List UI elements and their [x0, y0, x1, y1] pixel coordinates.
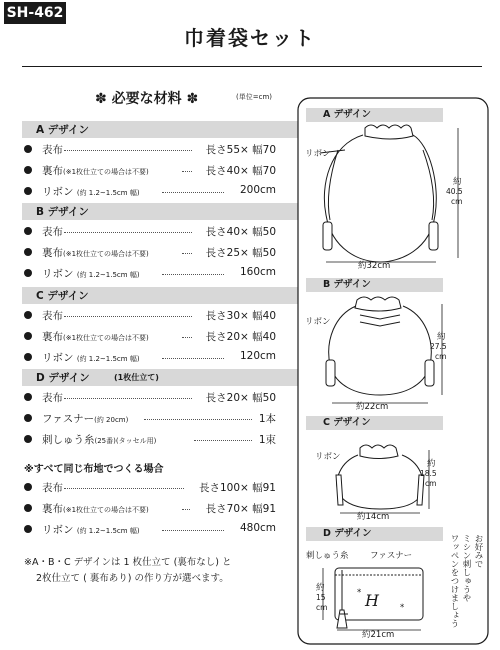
material-name: 裏布(※1枚仕立ての場合は不要)	[42, 165, 149, 177]
title-divider	[22, 66, 482, 67]
leader-dots	[64, 232, 192, 233]
material-row	[24, 390, 276, 405]
leader-dots	[64, 150, 192, 151]
ribbon-label: リボン	[305, 317, 331, 327]
section-c-label: C デザイン	[36, 290, 89, 302]
leader-dots	[162, 274, 224, 275]
bag-b-drawing	[326, 297, 434, 395]
bullet-icon	[24, 393, 32, 401]
material-name: 表布	[42, 310, 63, 322]
material-value: 480cm	[239, 522, 276, 534]
leader-dots	[182, 253, 192, 254]
material-value: 長さ20× 幅50	[205, 392, 276, 404]
leader-dots	[64, 488, 184, 489]
material-row	[24, 266, 276, 281]
material-name: リボン (約 1.2~1.5cm 幅)	[42, 524, 140, 536]
bullet-icon	[24, 145, 32, 153]
product-code: SH-462	[4, 2, 66, 24]
material-name: 刺しゅう糸(25番)(タッセル用)	[42, 434, 157, 446]
zipper-label: ファスナー	[370, 551, 413, 561]
bullet-icon	[24, 414, 32, 422]
bullet-icon	[24, 187, 32, 195]
star-mark: *	[357, 588, 362, 598]
material-name: ファスナー(約 20cm)	[42, 413, 129, 425]
bullet-icon	[24, 353, 32, 361]
material-row	[24, 432, 276, 447]
material-name: 裏布(※1枚仕立ての場合は不要)	[42, 503, 149, 515]
design-a-label: A デザイン	[323, 109, 371, 120]
thread-label: 刺しゅう糸	[306, 551, 349, 561]
leader-dots	[162, 530, 224, 531]
dim-text: 約22cm	[356, 402, 389, 412]
material-value: 長さ40× 幅70	[205, 165, 276, 177]
material-name: 裏布(※1枚仕立ての場合は不要)	[42, 247, 149, 259]
section-d-label: D デザイン	[36, 372, 90, 384]
leader-dots	[182, 337, 192, 338]
pouch-d-drawing	[335, 568, 423, 628]
dim-text: cm	[451, 197, 463, 206]
unit-note: (単位=cm)	[236, 93, 272, 101]
same-fabric-heading: ※すべて同じ布地でつくる場合	[24, 464, 164, 475]
material-row	[24, 329, 276, 344]
material-name: 表布	[42, 392, 63, 404]
section-d-header	[22, 369, 298, 386]
material-note: (※1枚仕立ての場合は不要)	[63, 506, 149, 514]
section-b-header	[22, 203, 298, 220]
leader-dots	[64, 398, 192, 399]
material-value: 長さ30× 幅40	[205, 310, 276, 322]
design-b-label: B デザイン	[323, 279, 371, 290]
material-note: (※1枚仕立ての場合は不要)	[63, 334, 149, 342]
material-note: (※1枚仕立ての場合は不要)	[63, 168, 149, 176]
star-mark: *	[400, 603, 405, 613]
bullet-icon	[24, 227, 32, 235]
material-value: 200cm	[239, 184, 276, 196]
material-value: 長さ40× 幅50	[205, 226, 276, 238]
bullet-icon	[24, 525, 32, 533]
section-b-label: B デザイン	[36, 206, 89, 218]
material-row	[24, 163, 276, 178]
material-value: 160cm	[239, 266, 276, 278]
material-value: 長さ55× 幅70	[205, 144, 276, 156]
ribbon-label: リボン	[315, 452, 341, 462]
material-row	[24, 501, 276, 516]
page-title: 巾着袋セット	[184, 26, 316, 50]
dim-text: 約	[437, 332, 446, 342]
material-note: (約 1.2~1.5cm 幅)	[76, 355, 140, 363]
material-row	[24, 142, 276, 157]
section-d-note: (1枚仕立て)	[114, 373, 159, 382]
dim-text: 40.5	[446, 187, 463, 196]
side-note-line: お好みで	[473, 534, 483, 568]
bullet-icon	[24, 504, 32, 512]
material-name: 表布	[42, 482, 63, 494]
design-d-label: D デザイン	[323, 528, 372, 539]
ribbon-label: リボン	[305, 149, 331, 159]
material-value: 120cm	[239, 350, 276, 362]
bullet-icon	[24, 483, 32, 491]
material-value: 長さ25× 幅50	[205, 247, 276, 259]
material-value: 1束	[258, 434, 276, 446]
material-note: (約 1.2~1.5cm 幅)	[76, 189, 140, 197]
leader-dots	[194, 440, 252, 441]
side-note-line: ミシン刺しゅうや	[461, 534, 471, 602]
material-note: (※1枚仕立ての場合は不要)	[63, 250, 149, 258]
design-illustrations	[296, 96, 496, 646]
bullet-icon	[24, 269, 32, 277]
leader-dots	[182, 171, 192, 172]
dim-text: 約	[316, 583, 325, 593]
footnote	[24, 555, 284, 587]
material-value: 1本	[258, 413, 276, 425]
dim-text: cm	[316, 603, 328, 612]
bullet-icon	[24, 435, 32, 443]
embroidered-initial: H	[365, 591, 379, 610]
material-row	[24, 308, 276, 323]
material-name: 裏布(※1枚仕立ての場合は不要)	[42, 331, 149, 343]
footnote-line: 2枚仕立て ( 裏布あり) の作り方が選べます。	[36, 573, 229, 584]
section-a-label: A デザイン	[36, 124, 90, 136]
dim-text: cm	[435, 352, 447, 361]
material-note: (約 1.2~1.5cm 幅)	[76, 271, 140, 279]
material-name: 表布	[42, 226, 63, 238]
material-row	[24, 480, 276, 495]
bullet-icon	[24, 332, 32, 340]
leader-dots	[182, 509, 190, 510]
material-row	[24, 522, 276, 537]
dim-text: 約	[453, 177, 462, 187]
side-note-line: ワッペンをつけましょう	[449, 534, 459, 628]
bag-c-drawing	[336, 445, 424, 509]
material-name: 表布	[42, 144, 63, 156]
dim-text: 18.5	[420, 469, 437, 478]
material-value: 長さ20× 幅40	[205, 331, 276, 343]
leader-dots	[162, 358, 224, 359]
bullet-icon	[24, 311, 32, 319]
bullet-icon	[24, 166, 32, 174]
material-note: (約 1.2~1.5cm 幅)	[76, 527, 140, 535]
material-name: リボン (約 1.2~1.5cm 幅)	[42, 186, 140, 198]
material-row	[24, 350, 276, 365]
section-c-header	[22, 287, 298, 304]
material-row	[24, 245, 276, 260]
dim-text: 約14cm	[357, 512, 390, 522]
leader-dots	[144, 419, 252, 420]
design-c-label: C デザイン	[323, 417, 371, 428]
dim-text: cm	[425, 479, 437, 488]
bag-a-drawing	[320, 125, 438, 262]
material-row	[24, 184, 276, 199]
dim-text: 27.5	[430, 342, 447, 351]
materials-heading: ✽ 必要な材料 ✽	[95, 91, 199, 107]
material-name: リボン (約 1.2~1.5cm 幅)	[42, 268, 140, 280]
dim-text: 15	[316, 593, 326, 602]
dim-text: 約32cm	[358, 261, 391, 271]
material-name: リボン (約 1.2~1.5cm 幅)	[42, 352, 140, 364]
leader-dots	[162, 192, 224, 193]
footnote-line: ※A・B・C デザインは 1 枚仕立て (裏布なし) と	[24, 557, 232, 568]
section-a-header	[22, 121, 298, 138]
material-value: 長さ100× 幅91	[198, 482, 276, 494]
material-note: (約 20cm)	[94, 416, 129, 424]
material-note: (25番)(タッセル用)	[94, 437, 157, 445]
dim-text: 約	[427, 459, 436, 469]
leader-dots	[64, 316, 192, 317]
material-row	[24, 411, 276, 426]
dim-text: 約21cm	[362, 630, 395, 640]
material-value: 長さ70× 幅91	[205, 503, 276, 515]
bullet-icon	[24, 248, 32, 256]
material-row	[24, 224, 276, 239]
